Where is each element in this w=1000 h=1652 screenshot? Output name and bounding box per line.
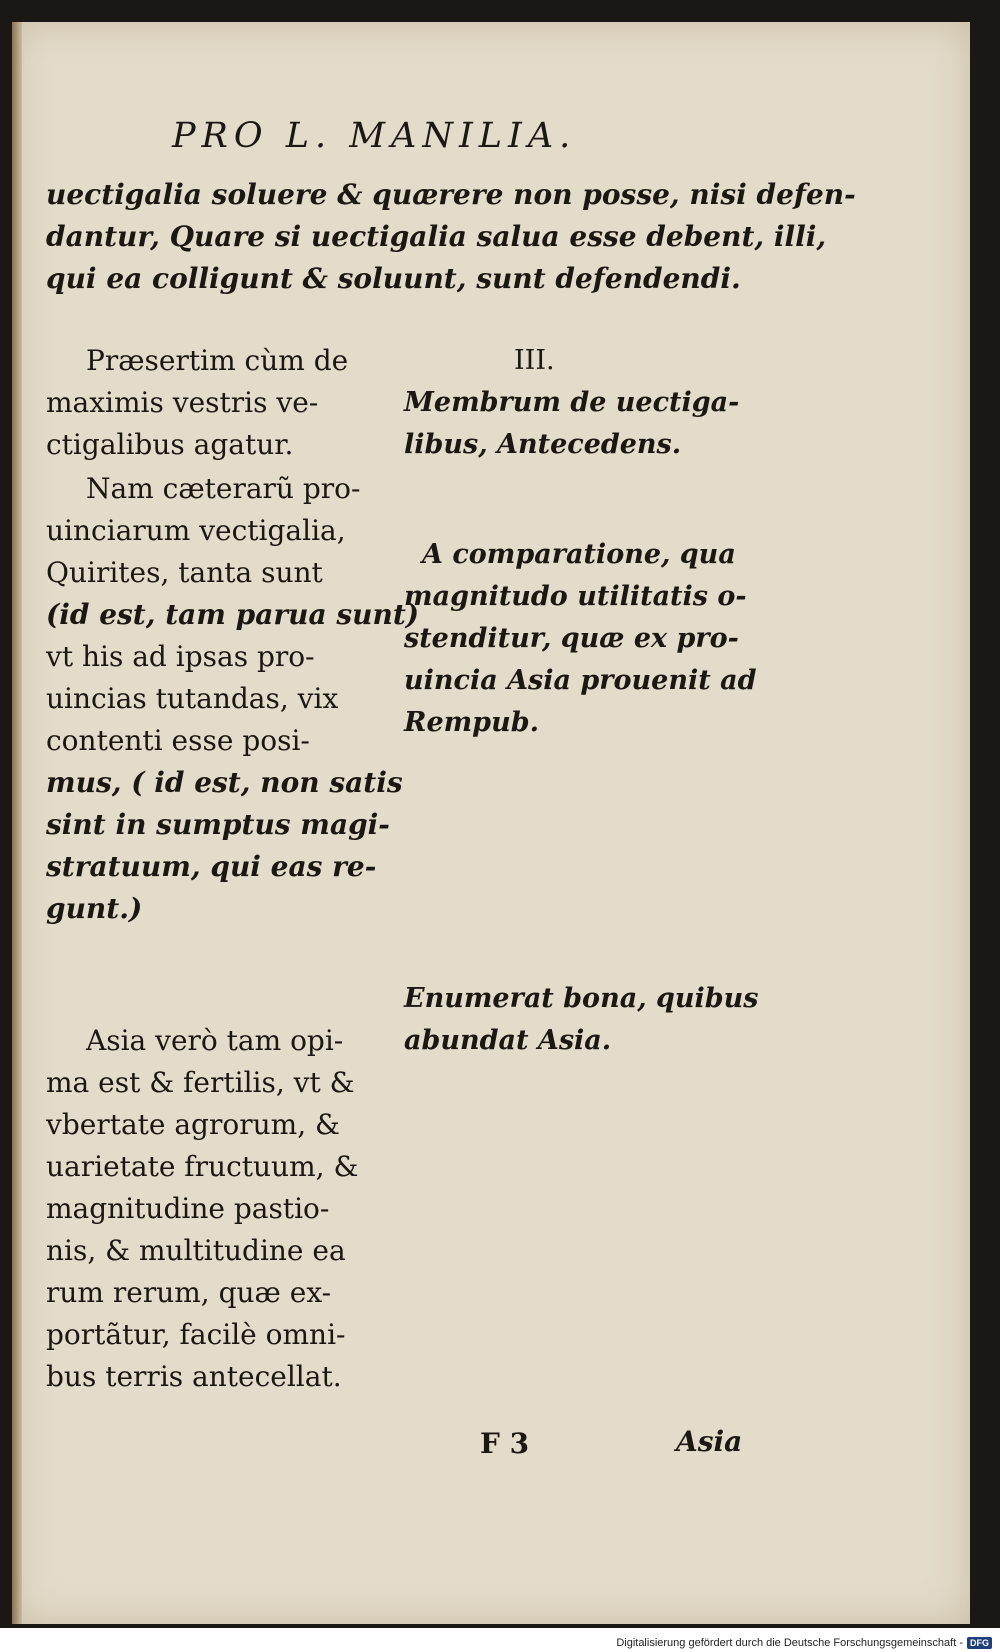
paragraph-line: magnitudine pastio- xyxy=(46,1192,330,1225)
paragraph-line: ctigalibus agatur. xyxy=(46,428,294,461)
intro-line-1: uectigalia soluere & quærere non posse, nisi defen- xyxy=(46,178,856,211)
paragraph-line: vt his ad ipsas pro- xyxy=(46,640,315,673)
paragraph-line: Præsertim cùm de xyxy=(86,344,349,377)
paragraph-3 xyxy=(46,1020,366,1398)
catchword: Asia xyxy=(676,1425,743,1458)
note-line: stenditur, quæ ex pro- xyxy=(404,623,739,654)
paragraph-line: vbertate agrorum, & xyxy=(46,1108,340,1141)
paragraph-line: mus, ( id est, non satis xyxy=(46,766,403,799)
paragraph-line: gunt.) xyxy=(46,892,143,925)
running-head: PRO L. MANILIA. xyxy=(172,116,577,156)
intro-line-3: qui ea colligunt & soluunt, sunt defendendi. xyxy=(46,262,741,295)
note-line: libus, Antecedens. xyxy=(404,429,682,460)
paragraph-line: sint in sumptus magi- xyxy=(46,808,390,841)
intro-line-2: dantur, Quare si uectigalia salua esse debent, illi, xyxy=(46,220,827,253)
paragraph-line: bus terris antecellat. xyxy=(46,1360,342,1393)
paragraph-line: rum rerum, quæ ex- xyxy=(46,1276,332,1309)
paragraph-line: Nam cæterarũ pro- xyxy=(86,472,361,505)
marginal-note-3 xyxy=(404,978,784,1062)
note-line: magnitudo utilitatis o- xyxy=(404,581,747,612)
paragraph-line: Asia verò tam opi- xyxy=(86,1024,344,1057)
paragraph-line: stratuum, qui eas re- xyxy=(46,850,377,883)
paragraph-line: portãtur, facilè omni- xyxy=(46,1318,346,1351)
note-line: abundat Asia. xyxy=(404,1025,612,1056)
signature-mark: F 3 xyxy=(480,1427,530,1460)
paragraph-line: Quirites, tanta sunt xyxy=(46,556,323,589)
marginal-note-2 xyxy=(404,534,784,744)
credit-text: Digitalisierung gefördert durch die Deutsche Forschungsgemeinschaft - xyxy=(616,1637,963,1649)
paragraph-line: (id est, tam parua sunt) xyxy=(46,598,420,631)
paragraph-line: nis, & multitudine ea xyxy=(46,1234,346,1267)
paragraph-line: contenti esse posi- xyxy=(46,724,310,757)
digitization-credit xyxy=(616,1637,992,1649)
paragraph-1 xyxy=(46,340,366,466)
page-spine-edge xyxy=(12,22,22,1624)
paragraph-line: uarietate fructuum, & xyxy=(46,1150,359,1183)
marginal-note-1 xyxy=(404,340,784,466)
paragraph-line: maximis vestris ve- xyxy=(46,386,319,419)
note-line: Enumerat bona, quibus xyxy=(404,983,759,1014)
note-line: Rempub. xyxy=(404,707,539,738)
book-page xyxy=(12,22,970,1624)
dfg-logo-icon: DFG xyxy=(967,1637,992,1649)
paragraph-line: uinciarum vectigalia, xyxy=(46,514,346,547)
paragraph-2 xyxy=(46,468,420,930)
note-line: uincia Asia prouenit ad xyxy=(404,665,757,696)
note-line: A comparatione, qua xyxy=(422,539,736,570)
paragraph-line: ma est & fertilis, vt & xyxy=(46,1066,355,1099)
note-line: Membrum de uectiga- xyxy=(404,387,740,418)
paragraph-line: uincias tutandas, vix xyxy=(46,682,339,715)
note-numeral: III. xyxy=(514,345,555,376)
